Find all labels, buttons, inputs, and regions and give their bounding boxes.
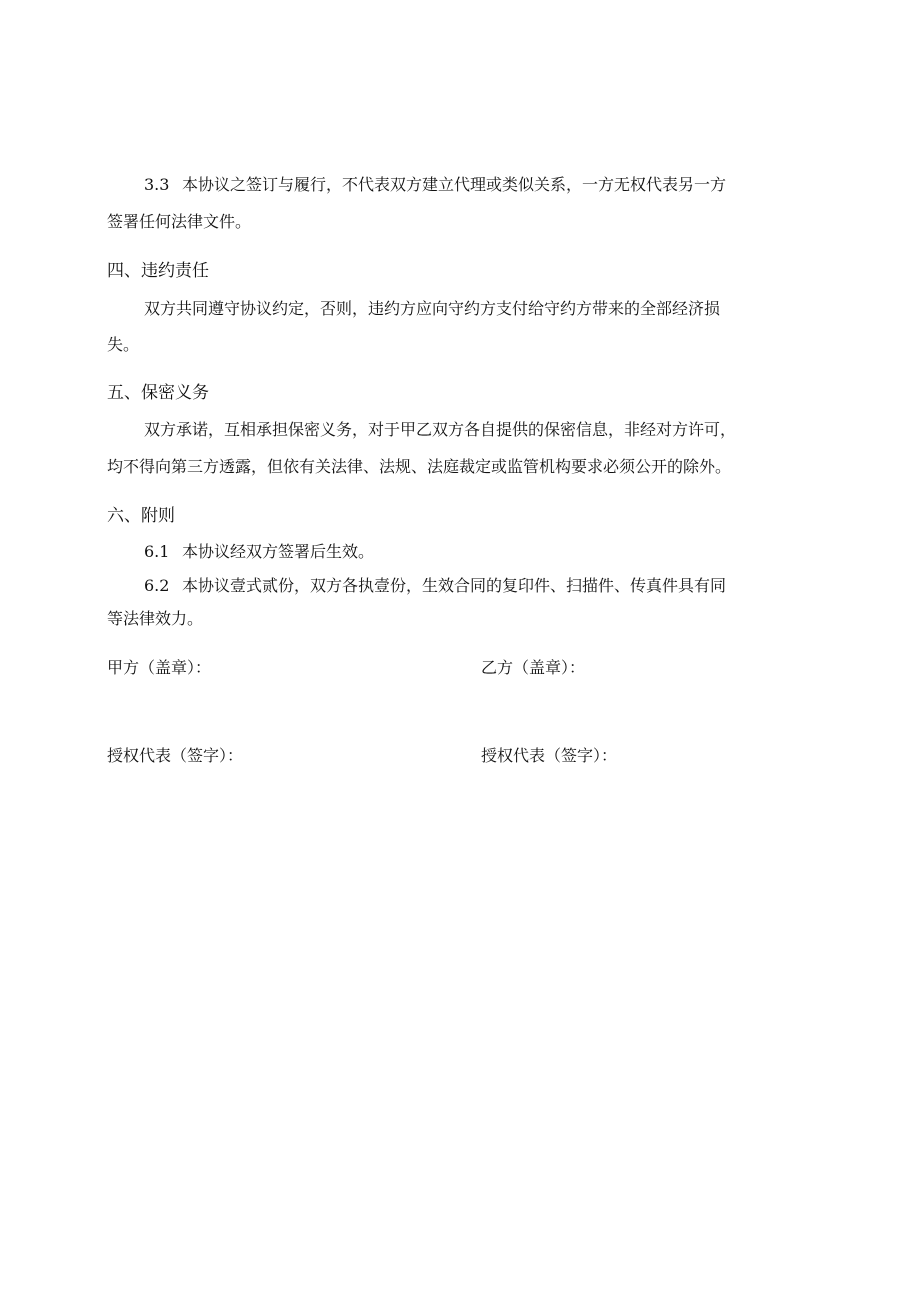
section-4-line-1: 双方共同遵守协议约定，否则，违约方应向守约方支付给守约方带来的全部经济损	[144, 299, 721, 318]
section-6-title: 六、附则	[107, 506, 175, 526]
clause-3-3-number: 3.3	[144, 175, 170, 194]
clause-6-1-number: 6.1	[144, 542, 170, 561]
clause-3-3-line-1	[144, 175, 726, 195]
section-4-title: 四、违约责任	[107, 261, 209, 281]
clause-3-3-text-1: 本协议之签订与履行，不代表双方建立代理或类似关系，一方无权代表另一方	[182, 175, 727, 194]
section-5-line-2: 均不得向第三方透露，但依有关法律、法规、法庭裁定或监管机构要求必须公开的除外。	[107, 457, 732, 476]
section-4-line-2: 失。	[107, 335, 140, 354]
clause-6-1	[144, 542, 374, 562]
party-a-rep-label: 授权代表（签字）：	[107, 746, 244, 765]
clause-3-3-line-2: 签署任何法律文件。	[107, 212, 252, 231]
clause-6-2-number: 6.2	[144, 576, 170, 595]
clause-6-1-text: 本协议经双方签署后生效。	[182, 542, 375, 561]
clause-6-2-line-1	[144, 576, 726, 596]
party-b-rep-label: 授权代表（签字）：	[481, 746, 618, 765]
party-b-seal-label: 乙方（盖章）：	[481, 658, 586, 677]
section-5-line-1: 双方承诺，互相承担保密义务，对于甲乙双方各自提供的保密信息，非经对方许可，	[144, 420, 737, 439]
clause-6-2-line-2: 等法律效力。	[107, 609, 204, 628]
section-5-title: 五、保密义务	[107, 383, 209, 403]
party-a-seal-label: 甲方（盖章）：	[107, 658, 212, 677]
clause-6-2-text-1: 本协议壹式贰份，双方各执壹份，生效合同的复印件、扫描件、传真件具有同	[182, 576, 727, 595]
